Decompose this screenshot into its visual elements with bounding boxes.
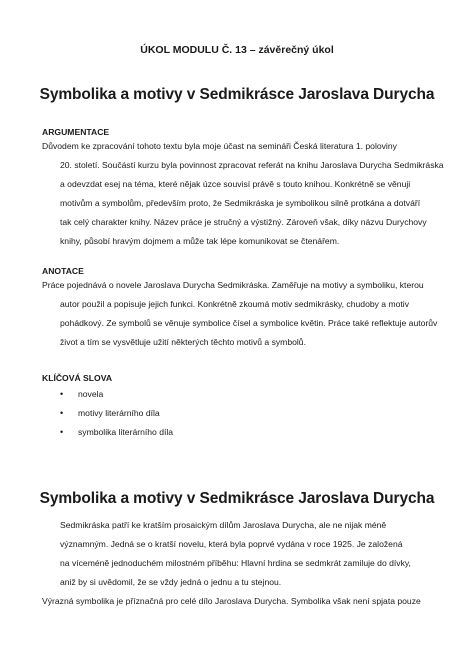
paragraph-line: život a tím se vysvětluje užití některých těchto motivů a symbolů. bbox=[60, 337, 306, 347]
paragraph-line: Sedmikráska patří ke kratším prosaickým dílům Jaroslava Durycha, ale ne nijak méně bbox=[60, 520, 387, 530]
essay-body bbox=[42, 516, 442, 611]
essay-title: Symbolika a motivy v Sedmikrásce Jaroslava Durycha bbox=[39, 490, 435, 507]
keywords-list bbox=[60, 385, 173, 442]
bullet-icon: • bbox=[60, 427, 64, 437]
paragraph-line: pohádkový. Ze symbolů se věnuje symbolice čísel a symbolice květin. Práce také reflektuje autorův bbox=[60, 318, 438, 328]
list-item bbox=[60, 385, 173, 404]
list-item bbox=[60, 404, 173, 423]
paragraph-line: knihy, působí hravým dojmem a může tak lépe komunikovat se čtenářem. bbox=[60, 236, 340, 246]
assignment-header: ÚKOL MODULU Č. 13 – závěrečný úkol bbox=[140, 44, 334, 56]
anotace-heading: ANOTACE bbox=[42, 266, 84, 276]
paragraph-line: tak celý charakter knihy. Název práce je stručný a výstižný. Zároveň však, díky názvu Durychovy bbox=[60, 217, 427, 227]
keywords-heading: KLÍČOVÁ SLOVA bbox=[42, 373, 113, 383]
paragraph-line: a odevzdat esej na téma, které nějak úzce souvisí právě s touto knihou. Konkrétně se věnuji bbox=[60, 179, 411, 189]
paragraph-line: aniž by si uvědomil, že se vždy jedná o jednu a tu stejnou. bbox=[60, 577, 282, 587]
argumentace-paragraph bbox=[42, 137, 444, 251]
keyword-text: symbolika literárního díla bbox=[78, 427, 174, 437]
anotace-paragraph bbox=[42, 276, 438, 352]
paragraph-line: Důvodem ke zpracování tohoto textu byla moje účast na semináři Česká literatura 1. poloviny bbox=[42, 141, 397, 151]
keyword-text: motivy literárního díla bbox=[78, 408, 160, 418]
paragraph-line: významným. Jedná se o kratší novelu, která byla poprvé vydána v roce 1925. Je založená bbox=[60, 539, 403, 549]
paragraph-line: Práce pojednává o novele Jaroslava Durycha Sedmikráska. Zaměřuje na motivy a symboliku, kterou bbox=[42, 280, 424, 290]
paragraph-line: na víceméně jednoduchém milostném příběhu: Hlavní hrdina se sedmkrát zamiluje do dívky, bbox=[60, 558, 411, 568]
keyword-text: novela bbox=[78, 389, 104, 399]
document-title: Symbolika a motivy v Sedmikrásce Jaroslava Durycha bbox=[39, 86, 435, 103]
paragraph-line: Výrazná symbolika je příznačná pro celé dílo Jaroslava Durycha. Symbolika však není spjata pouze bbox=[42, 596, 421, 606]
bullet-icon: • bbox=[60, 408, 64, 418]
paragraph-line: autor použil a popisuje jejich funkci. Konkrétně zkoumá motiv sedmikrásky, chudoby a motiv bbox=[60, 299, 410, 309]
paragraph-line: motivům a symbolům, především proto, že Sedmikráska je symbolikou silně protkána a dotváří bbox=[60, 198, 421, 208]
argumentace-heading: ARGUMENTACE bbox=[42, 127, 110, 137]
paragraph-line: 20. století. Součástí kurzu byla povinnost zpracovat referát na knihu Jaroslava Durycha Sedmikráska bbox=[60, 160, 444, 170]
bullet-icon: • bbox=[60, 389, 64, 399]
list-item bbox=[60, 423, 173, 442]
